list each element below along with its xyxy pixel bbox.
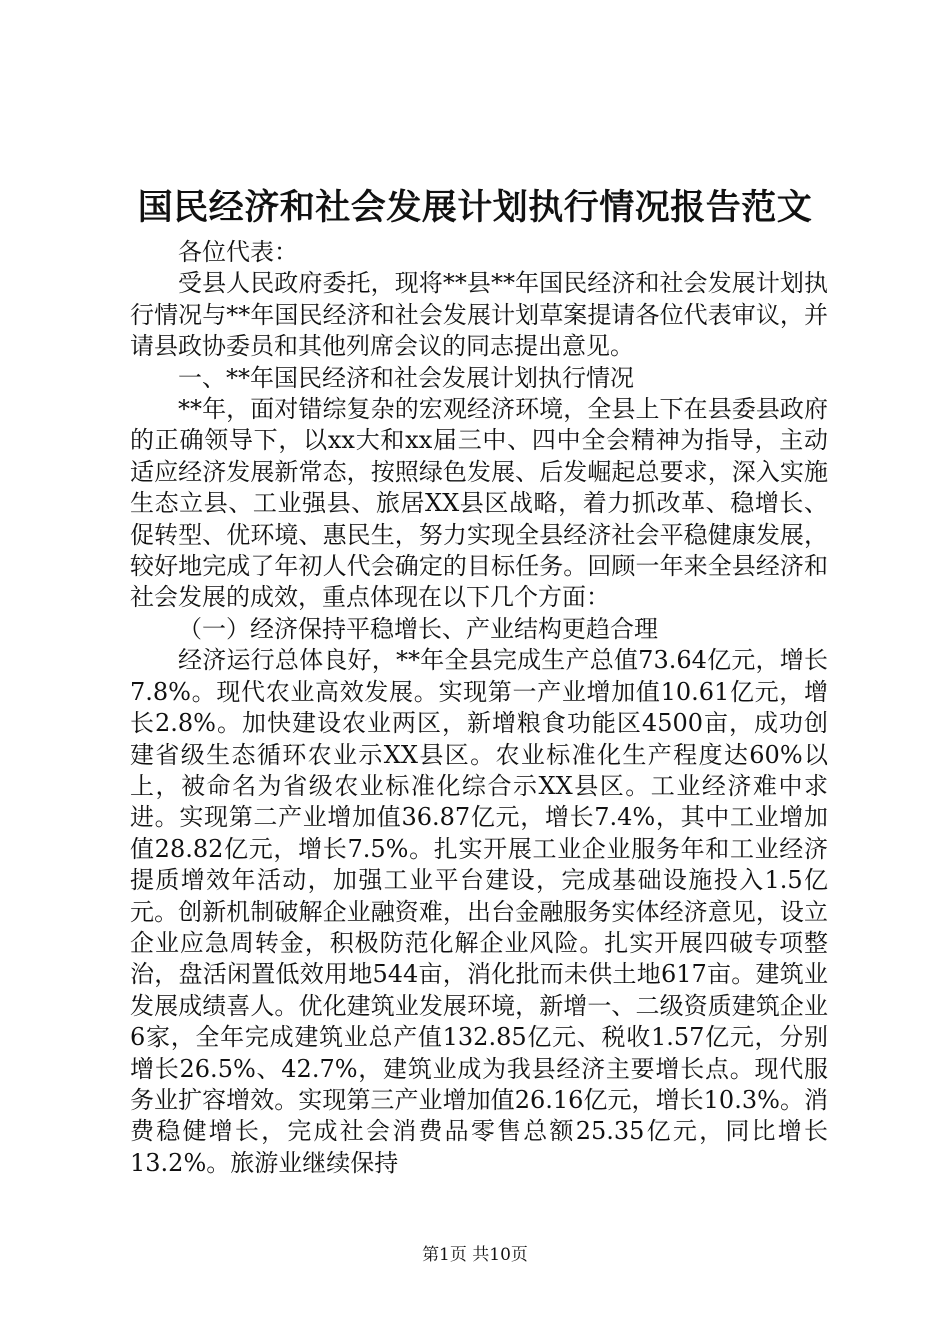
- body-paragraph: 受县人民政府委托，现将**县**年国民经济和社会发展计划执行情况与**年国民经济和社会发展计划草案提请各位代表审议，并请县政协委员和其他列席会议的同志提出意见。: [130, 269, 828, 361]
- document-title: 国民经济和社会发展计划执行情况报告范文: [137, 187, 813, 228]
- salutation: 各位代表：: [178, 238, 298, 266]
- body-paragraph: 经济运行总体良好，**年全县完成生产总值73.64亿元，增长7.8%。现代农业高效发展。实现第一产业增加值10.61亿元，增长2.8%。加快建设农业两区，新增粮食功能区4500亩，成功创建省级生态循环农业示XX县区。农业标准化生产程度达60%以上，被命名为省级农业标准化综合示XX县区。工业经济难中求进。实现第二产业增加值36.87亿元，增长7.4%，其中工业增加值28.82亿元，增长7.5%。扎实开展工业企业服务年和工业经济提质增效年活动，加强工业平台建设，完成基础设施投入1.5亿元。创新机制破解企业融资难，出台金融服务实体经济意见，设立企业应急周转金，积极防范化解企业风险。扎实开展四破专项整治，盘活闲置低效用地544亩，消化批而未供土地617亩。建筑业发展成绩喜人。优化建筑业发展环境，新增一、二级资质建筑企业6家，全年完成建筑业总产值132.85亿元、税收1.57亿元，分别增长26.5%、42.7%，建筑业成为我县经济主要增长点。现代服务业扩容增效。实现第三产业增加值26.16亿元，增长10.3%。消费稳健增长，完成社会消费品零售总额25.35亿元，同比增长13.2%。旅游业继续保持: [130, 646, 828, 1177]
- subsection-heading: （一）经济保持平稳增长、产业结构更趋合理: [178, 614, 658, 643]
- body-paragraph: **年，面对错综复杂的宏观经济环境，全县上下在县委县政府的正确领导下，以xx大和xx届三中、四中全会精神为指导，主动适应经济发展新常态，按照绿色发展、后发崛起总要求，深入实施生态立县、工业强县、旅居XX县区战略，着力抓改革、稳增长、促转型、优环境、惠民生，努力实现全县经济社会平稳健康发展，较好地完成了年初人代会确定的目标任务。回顾一年来全县经济和社会发展的成效，重点体现在以下几个方面：: [130, 395, 828, 612]
- section-heading: 一、**年国民经济和社会发展计划执行情况: [178, 363, 634, 392]
- document-body: [130, 237, 828, 1179]
- page-footer: 第1页 共10页: [422, 1245, 528, 1265]
